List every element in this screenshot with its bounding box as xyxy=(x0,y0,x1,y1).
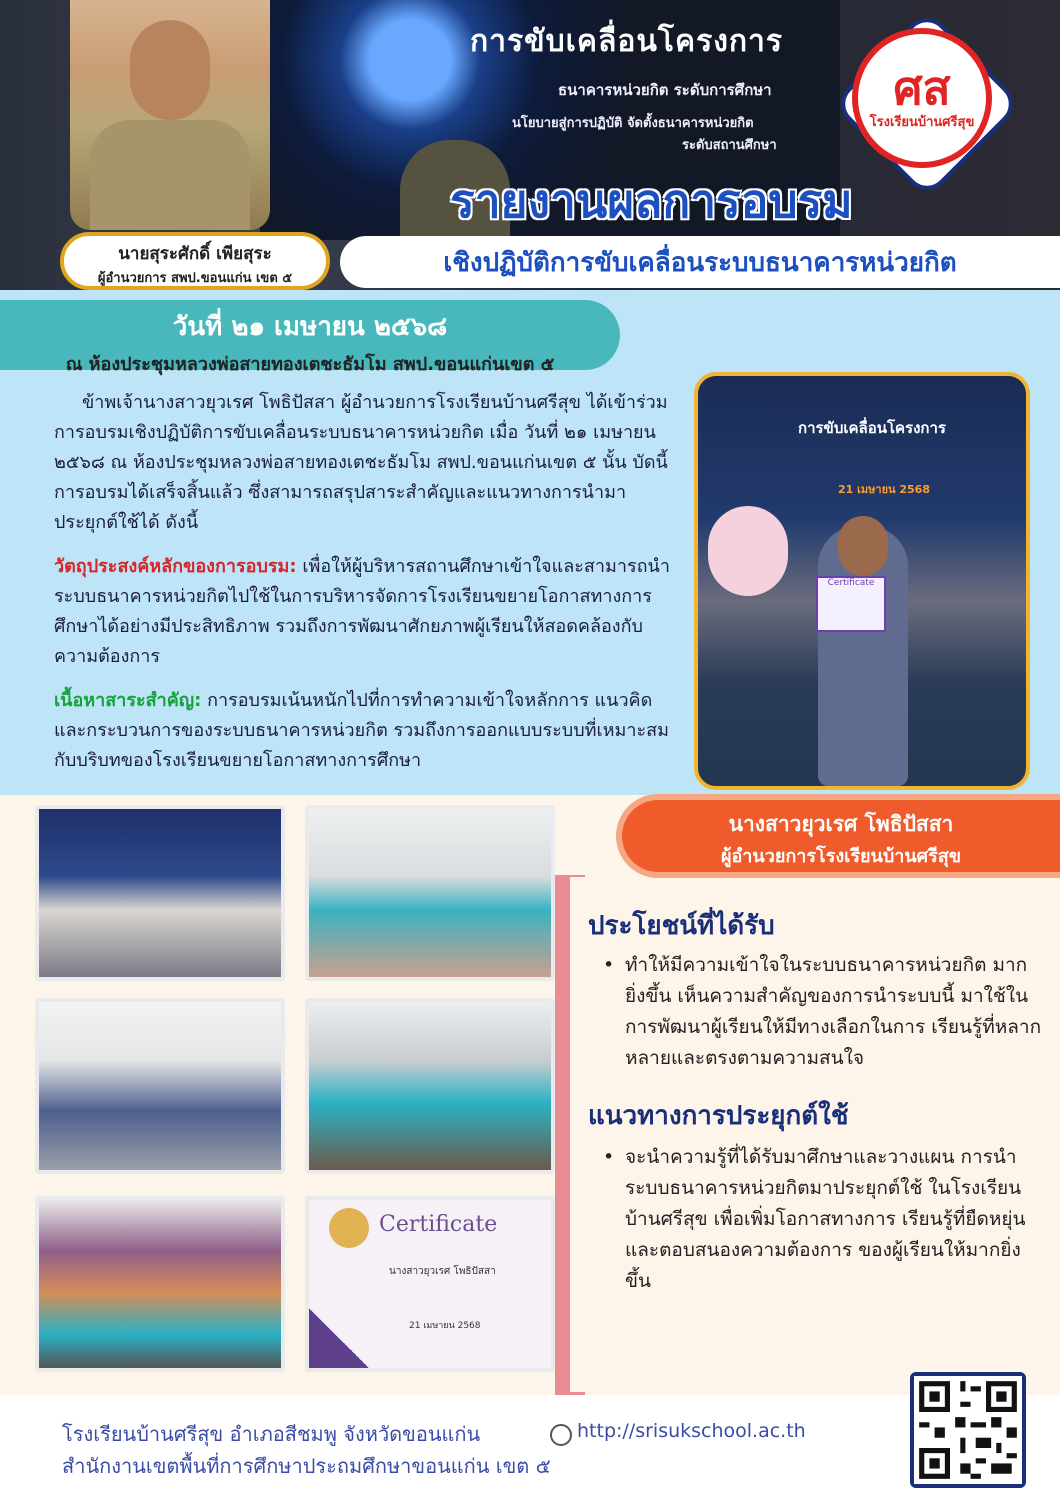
logo-ring-text: โรงเรียนบ้านศรีสุข xyxy=(869,114,975,130)
gallery-photo-2 xyxy=(305,805,555,981)
gallery-certificate xyxy=(305,1196,555,1372)
application-heading: แนวทางการประยุกต์ใช้ xyxy=(588,1101,849,1131)
intro-text xyxy=(54,388,674,790)
screen-line-2: นโยบายสู่การปฏิบัติ จัดตั้งธนาคารหน่วยกิต xyxy=(512,116,754,131)
globe-icon xyxy=(550,1424,572,1446)
screen-title: การขับเคลื่อนโครงการ xyxy=(470,24,783,59)
content-text: การอบรมเน้นหนักไปที่การทำความเข้าใจหลักการ แนวคิด และกระบวนการของระบบธนาคารหน่วยกิต รวมถึงการออกแบบระบบที่เหมาะสมกับบริบทของโรงเรียนขยายโอกาสทางการศึกษา xyxy=(54,690,670,771)
benefits-item xyxy=(603,950,1045,1074)
content-paragraph xyxy=(54,686,674,776)
certificate-date: 21 เมษายน 2568 xyxy=(409,1321,481,1331)
director-name: นายสุระศักดิ์ เพียสุระ xyxy=(118,244,272,264)
photo-screen-date: 21 เมษายน 2568 xyxy=(838,483,930,496)
page-subtitle: เชิงปฏิบัติการขับเคลื่อนระบบธนาคารหน่วยกิต xyxy=(443,247,957,278)
certificate-name: นางสาวยุวเรศ โพธิปัสสา xyxy=(389,1266,496,1277)
application-item-text: จะนำความรู้ที่ได้รับมาศึกษาและวางแผน การนำระบบธนาคารหน่วยกิตมาประยุกต์ใช้ ในโรงเรียนบ้านศรีสุข เพื่อเพิ่มโอกาสทางการ เรียนรู้ที่ยืดหยุ่นและตอบสนองความต้องการ ของผู้เรียนให้มากยิ่งขึ้น xyxy=(625,1146,1026,1292)
certificate-seal xyxy=(329,1208,369,1248)
bullet-icon: • xyxy=(603,1146,615,1168)
screen-line-3: ระดับสถานศึกษา xyxy=(682,138,777,153)
flower-arrangement xyxy=(708,506,788,596)
gallery-photo-3 xyxy=(35,998,285,1174)
gallery-photo-5 xyxy=(35,1196,285,1372)
objective-text: เพื่อให้ผู้บริหารสถานศึกษาเข้าใจและสามารถนำระบบธนาคารหน่วยกิตไปใช้ในการบริหารจัดการโรงเรียนขยายโอกาสทางการศึกษาได้อย่างมีประสิทธิภาพ รวมถึงการพัฒนาศักยภาพผู้เรียนให้สอดคล้องกับความต้องการ xyxy=(54,556,670,667)
principal-face xyxy=(838,516,888,576)
school-logo xyxy=(852,28,992,168)
qr-code-graphic xyxy=(914,1376,1022,1484)
website-link[interactable]: http://srisukschool.ac.th xyxy=(577,1420,806,1442)
page-title: รายงานผลการอบรม xyxy=(450,174,853,228)
intro-paragraph: ข้าพเจ้านางสาวยุวเรศ โพธิปัสสา ผู้อำนวยการโรงเรียนบ้านศรีสุข ได้เข้าร่วมการอบรมเชิงปฏิบัติการขับเคลื่อนระบบธนาคารหน่วยกิต เมื่อ วันที่ ๒๑ เมษายน ๒๕๖๘ ณ ห้องประชุมหลวงพ่อสายทองเตชะธัมโม สพป.ขอนแก่นเขต ๕ นั้น บัดนี้การอบรมได้เสร็จสิ้นแล้ว ซึ่งสามารถสรุปสาระสำคัญและแนวทางการนำมาประยุกต์ใช้ได้ ดังนี้ xyxy=(54,392,668,533)
gallery-photo-4 xyxy=(305,998,555,1174)
principal-title: ผู้อำนวยการโรงเรียนบ้านศรีสุข xyxy=(720,846,962,867)
benefits-item-text: ทำให้มีความเข้าใจในระบบธนาคารหน่วยกิต มากยิ่งขึ้น เห็นความสำคัญของการนำระบบนี้ มาใช้ในการพัฒนาผู้เรียนให้มีทางเลือกในการ เรียนรู้ที่หลากหลายและตรงตามความสนใจ xyxy=(625,954,1042,1069)
held-certificate: Certificate xyxy=(816,576,886,632)
footer-office: สำนักงานเขตพื้นที่การศึกษาประถมศึกษาขอนแก่น เขต ๕ xyxy=(62,1454,551,1478)
application-item xyxy=(603,1142,1045,1297)
certificate-title: Certificate xyxy=(379,1212,498,1237)
director-photo xyxy=(70,0,270,230)
gallery-photo-1 xyxy=(35,805,285,981)
principal-photo xyxy=(694,372,1030,790)
footer-school-address: โรงเรียนบ้านศรีสุข อำเภอสีชมพู จังหวัดขอนแก่น xyxy=(62,1422,481,1446)
date-pill xyxy=(0,300,620,375)
objective-label: วัตถุประสงค์หลักของการอบรม: xyxy=(54,556,297,577)
event-date: วันที่ ๒๑ เมษายน ๒๕๖๘ xyxy=(172,312,448,342)
director-face xyxy=(130,20,210,120)
objective-paragraph xyxy=(54,552,674,672)
subtitle-pill xyxy=(340,236,1060,288)
benefits-heading: ประโยชน์ที่ได้รับ xyxy=(588,911,775,941)
photo-screen-title: การขับเคลื่อนโครงการ xyxy=(798,419,946,437)
director-name-plate xyxy=(60,232,330,290)
screen-line-1: ธนาคารหน่วยกิต ระดับการศึกษา xyxy=(558,81,772,99)
logo-mark: ศส xyxy=(893,60,951,115)
principal-name-pill xyxy=(622,800,1060,872)
bullet-icon: • xyxy=(603,954,615,976)
certificate-corner xyxy=(309,1308,369,1368)
qr-code[interactable] xyxy=(910,1372,1026,1488)
content-label: เนื้อหาสาระสำคัญ: xyxy=(54,690,202,711)
principal-name: นางสาวยุวเรศ โพธิปัสสา xyxy=(728,812,954,836)
director-uniform xyxy=(90,120,250,230)
event-venue: ณ ห้องประชุมหลวงพ่อสายทองเตชะธัมโม สพป.ขอนแก่นเขต ๕ xyxy=(65,354,555,375)
director-title: ผู้อำนวยการ สพป.ขอนแก่น เขต ๕ xyxy=(97,271,293,286)
